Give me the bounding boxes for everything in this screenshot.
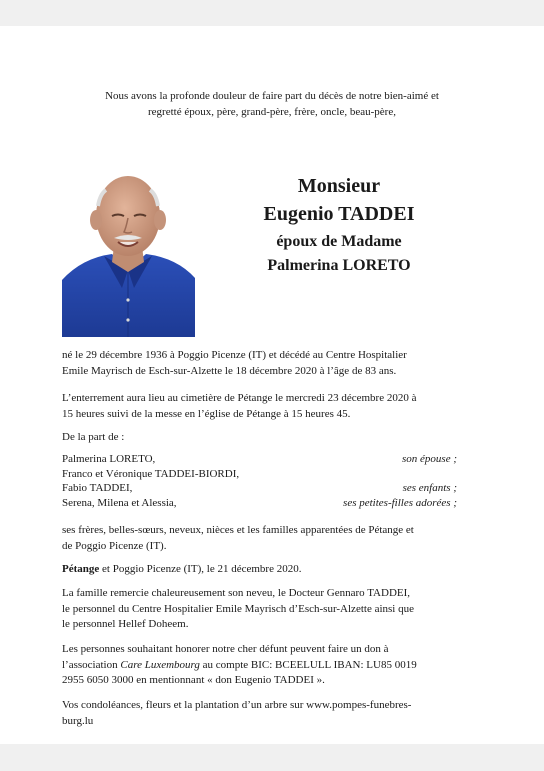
family-row <box>62 481 457 496</box>
intro-text <box>40 88 504 120</box>
text-line: L’enterrement aura lieu au cimetière de Pétange le mercredi 23 décembre 2020 à <box>62 392 417 404</box>
portrait-photo <box>62 160 195 337</box>
intro-line: regretté époux, père, grand-père, frère, oncle, beau-père, <box>148 106 396 118</box>
family-name: Serena, Milena et Alessia, <box>62 497 177 510</box>
family-row <box>62 467 457 482</box>
text-line: l’association <box>62 658 121 671</box>
text-line: de Poggio Picenze (IT). <box>62 539 167 552</box>
place-bold: Pétange <box>62 563 100 575</box>
birth-death-paragraph <box>62 348 482 379</box>
family-name: Franco et Véronique TADDEI-BIORDI, <box>62 467 240 480</box>
text-line: ses frères, belles-sœurs, neveux, nièces et les familles apparentées de Pétange et <box>62 524 414 536</box>
text-line: le personnel du Centre Hospitalier Emile Mayrisch d’Esch-sur-Alzette ainsi que <box>62 602 414 615</box>
text-line: 15 heures suivi de la messe en l’église de Pétange à 15 heures 45. <box>62 407 351 420</box>
place-rest: et Poggio Picenze (IT), le 21 décembre 2020. <box>99 563 302 575</box>
text-line: burg.lu <box>62 714 94 727</box>
relatives-paragraph <box>62 523 482 554</box>
family-role: ses petites-filles adorées ; <box>343 497 457 510</box>
text-line: La famille remercie chaleureusement son neveu, le Docteur Gennaro TADDEI, <box>62 587 411 599</box>
family-name: Fabio TADDEI, <box>62 482 133 495</box>
spouse-label: époux de Madame <box>276 233 402 250</box>
donation-paragraph <box>62 642 482 689</box>
text-line: au compte BIC: BCEELULL IBAN: LU85 0019 <box>199 658 417 671</box>
obituary-page <box>0 26 544 744</box>
family-role: son épouse ; <box>402 453 457 465</box>
deceased-name: Eugenio TADDEI <box>263 203 415 225</box>
family-list <box>62 452 457 511</box>
charity-name: Care Luxembourg <box>120 658 200 671</box>
text-line: le personnel Hellef Doheem. <box>62 618 189 630</box>
from-label: De la part de : <box>62 431 125 443</box>
burial-paragraph <box>62 391 482 422</box>
text-line: Emile Mayrisch de Esch-sur-Alzette le 18 décembre 2020 à l’âge de 83 ans. <box>62 364 397 377</box>
thanks-paragraph <box>62 586 482 633</box>
text-line: Vos condoléances, fleurs et la plantation d’un arbre sur www.pompes-funebres- <box>62 699 412 711</box>
deceased-title <box>215 172 463 278</box>
text-line: né le 29 décembre 1936 à Poggio Picenze (IT) et décédé au Centre Hospitalier <box>62 349 407 361</box>
portrait-illustration <box>62 160 195 337</box>
place-date-line <box>62 562 482 578</box>
spouse-name: Palmerina LORETO <box>267 257 411 274</box>
text-line: 2955 6050 3000 en mentionnant « don Eugenio TADDEI ». <box>62 674 325 686</box>
family-name: Palmerina LORETO, <box>62 453 156 465</box>
honorific: Monsieur <box>297 175 381 197</box>
family-row <box>62 452 457 467</box>
condolences-paragraph <box>62 698 482 729</box>
text-line: Les personnes souhaitant honorer notre cher défunt peuvent faire un don à <box>62 643 389 655</box>
family-row <box>62 496 457 511</box>
family-role: ses enfants ; <box>402 482 457 495</box>
intro-line: Nous avons la profonde douleur de faire part du décès de notre bien-aimé et <box>105 90 439 102</box>
